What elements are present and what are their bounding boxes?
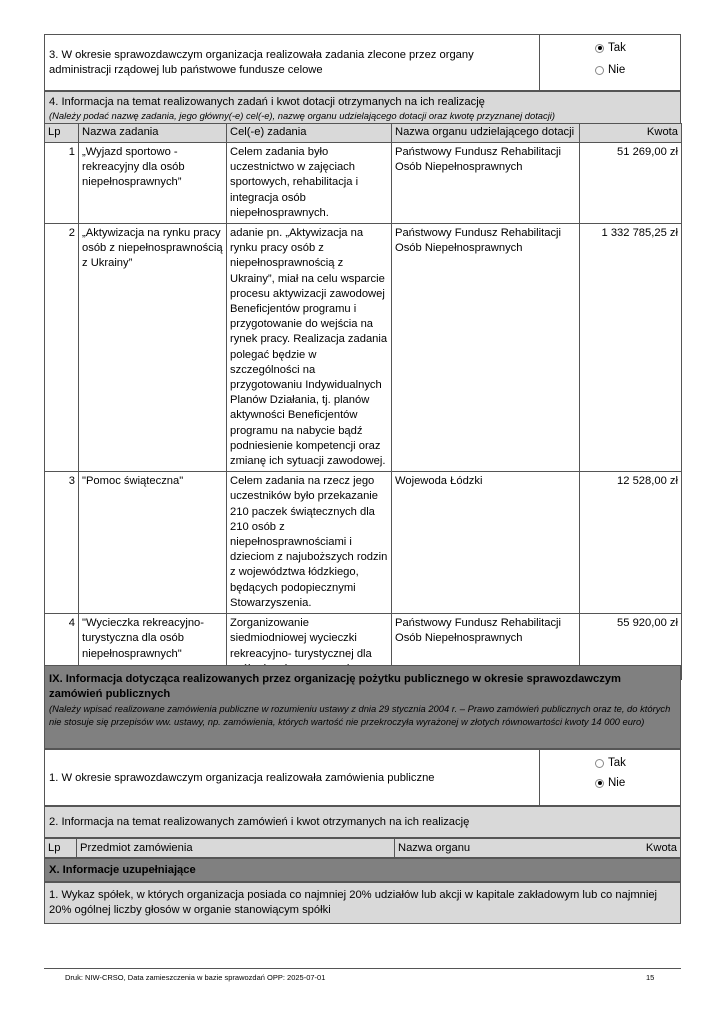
radio-checked-icon[interactable] <box>595 779 604 788</box>
col-header-organ: Nazwa organu <box>398 842 471 854</box>
row-amount: 1 332 785,25 zł <box>580 224 682 472</box>
q3-question-text: 3. W okresie sprawozdawczym organizacja realizowała zadania zlecone przez organy administracji rządowej lub państwowe fundusze celowe <box>49 49 474 77</box>
row-task-goal: Zorganizowanie siedmiodniowej wycieczki rekreacyjno- turystycznej dla <box>227 614 392 680</box>
ix-q1-option-no[interactable] <box>595 776 625 790</box>
ix-q1-option-yes-label: Tak <box>608 757 626 769</box>
table-row <box>45 143 682 224</box>
section-x-title: X. Informacje uzupełniające <box>49 864 196 876</box>
row-amount: 51 269,00 zł <box>580 143 682 224</box>
q3-option-yes-label: Tak <box>608 42 626 54</box>
table-row <box>45 224 682 472</box>
table-header-row <box>45 124 682 143</box>
row-task-name: "Pomoc świąteczna" <box>79 472 227 614</box>
section-x-header <box>44 858 681 882</box>
col-header-amount: Kwota <box>580 124 682 143</box>
radio-unchecked-icon[interactable] <box>595 759 604 768</box>
ix-q1-answer-cell <box>539 749 681 806</box>
row-organ: Wojewoda Łódzki <box>392 472 580 614</box>
ix-q1-question-text: 1. W okresie sprawozdawczym organizacja realizowała zamówienia publiczne <box>49 772 435 784</box>
ix-q2-header <box>44 806 681 838</box>
row-organ: Państwowy Fundusz Rehabilitacji Osób Niepełnosprawnych <box>392 224 580 472</box>
q4-note: (Należy podać nazwę zadania, jego główny(-e) cel(-e), nazwę organu udzielającego dotacji oraz kwotę przyznanej dotacji) <box>49 110 555 121</box>
ix-q1-option-yes[interactable] <box>595 756 626 770</box>
row-task-name: "Wycieczka rekreacyjno-turystyczna dla osób niepełnosprawnych" <box>79 614 227 680</box>
row-task-goal: Celem zadania na rzecz jego uczestników było przekazanie 210 paczek świątecznych dla 210 osób z niepełnosprawnościami i dzieciom z najuboższych rodzin z województwa łódzkiego, będących podopiecznymi Stowarzyszenia. <box>227 472 392 614</box>
q3-answer-cell <box>539 34 681 91</box>
col-header-organ: Nazwa organu udzielającego dotacji <box>392 124 580 143</box>
radio-checked-icon[interactable] <box>595 44 604 53</box>
row-task-goal: Celem zadania było uczestnictwo w zajęciach sportowych, rehabilitacja i integracja osób niepełnosprawnych. <box>227 143 392 224</box>
col-header-name: Nazwa zadania <box>79 124 227 143</box>
footer-rule <box>44 968 681 969</box>
section-ix-note: (Należy wpisać realizowane zamówienia publiczne w rozumieniu ustawy z dnia 29 stycznia 2004 r. – Prawo zamówień publicznych oraz te, do których nie stosuje się przepisów ww. ustawy, np. zamówienia, których wartość nie przekroczyła wyrażonej w złotych równowartości kwoty 14 000 euro) <box>49 703 671 727</box>
q3-option-no[interactable] <box>595 63 625 77</box>
ix-q1-question-cell <box>44 749 540 806</box>
ix-q2-table-header <box>44 838 681 858</box>
col-header-lp: Lp <box>48 842 61 854</box>
row-lp: 1 <box>45 143 79 224</box>
row-lp: 4 <box>45 614 79 680</box>
row-organ: Państwowy Fundusz Rehabilitacji Osób Niepełnosprawnych <box>392 143 580 224</box>
row-task-name: „Wyjazd sportowo - rekreacyjny dla osób niepełnosprawnych” <box>79 143 227 224</box>
page-number: 15 <box>646 973 655 982</box>
section-x-q1 <box>44 882 681 924</box>
q3-option-no-label: Nie <box>608 64 626 76</box>
row-amount: 12 528,00 zł <box>580 472 682 614</box>
row-lp: 2 <box>45 224 79 472</box>
ix-q2-title: 2. Informacja na temat realizowanych zamówień i kwot otrzymanych na ich realizację <box>49 816 470 828</box>
q4-table <box>44 123 682 680</box>
table-row <box>45 472 682 614</box>
row-amount: 55 920,00 zł <box>580 614 682 680</box>
row-lp: 3 <box>45 472 79 614</box>
q3-question-cell <box>44 34 540 91</box>
footer-print-info: Druk: NIW-CRSO, Data zamieszczenia w bazie sprawozdań OPP: 2025-07-01 <box>65 973 326 982</box>
ix-q1-option-no-label: Nie <box>608 777 626 789</box>
col-header-amount: Kwota <box>645 842 677 854</box>
section-ix-title: IX. Informacja dotycząca realizowanych przez organizację pożytku publicznego w okresie sprawozdawczym zamówień publicznych <box>49 673 621 701</box>
q3-option-yes[interactable] <box>595 41 626 55</box>
q4-header <box>44 91 681 124</box>
column-divider <box>76 839 77 857</box>
column-divider <box>394 839 395 857</box>
row-task-name: „Aktywizacja na rynku pracy osób z niepełnosprawnością z Ukrainy” <box>79 224 227 472</box>
row-organ: Państwowy Fundusz Rehabilitacji Osób Niepełnosprawnych <box>392 614 580 680</box>
section-ix-header <box>44 665 681 749</box>
col-header-subject: Przedmiot zamówienia <box>80 842 193 854</box>
section-x-q1-text: 1. Wykaz spółek, w których organizacja posiada co najmniej 20% udziałów lub akcji w kapitale zakładowym lub co najmniej 20% ogólnej liczby głosów w organie stanowiącym spółki <box>49 889 658 917</box>
q4-title: 4. Informacja na temat realizowanych zadań i kwot dotacji otrzymanych na ich realizację <box>49 96 485 108</box>
radio-unchecked-icon[interactable] <box>595 66 604 75</box>
row-task-goal: adanie pn. „Aktywizacja na rynku pracy osób z niepełnosprawnością z Ukrainy”, miał na celu wsparcie procesu aktywizacji zawodowej Beneficjentów programu i przygotowanie do wejścia na rynek pracy. Realizacja zadania polegać będzie w szczególności na przygotowaniu Indywidualnych Planów Działania, tj. planów aktywności Beneficjentów programu na nabycie bądź podniesienie kompetencji oraz zmianę ich sytuacji zawodowej. <box>227 224 392 472</box>
col-header-goal: Cel(-e) zadania <box>227 124 392 143</box>
col-header-lp: Lp <box>45 124 79 143</box>
